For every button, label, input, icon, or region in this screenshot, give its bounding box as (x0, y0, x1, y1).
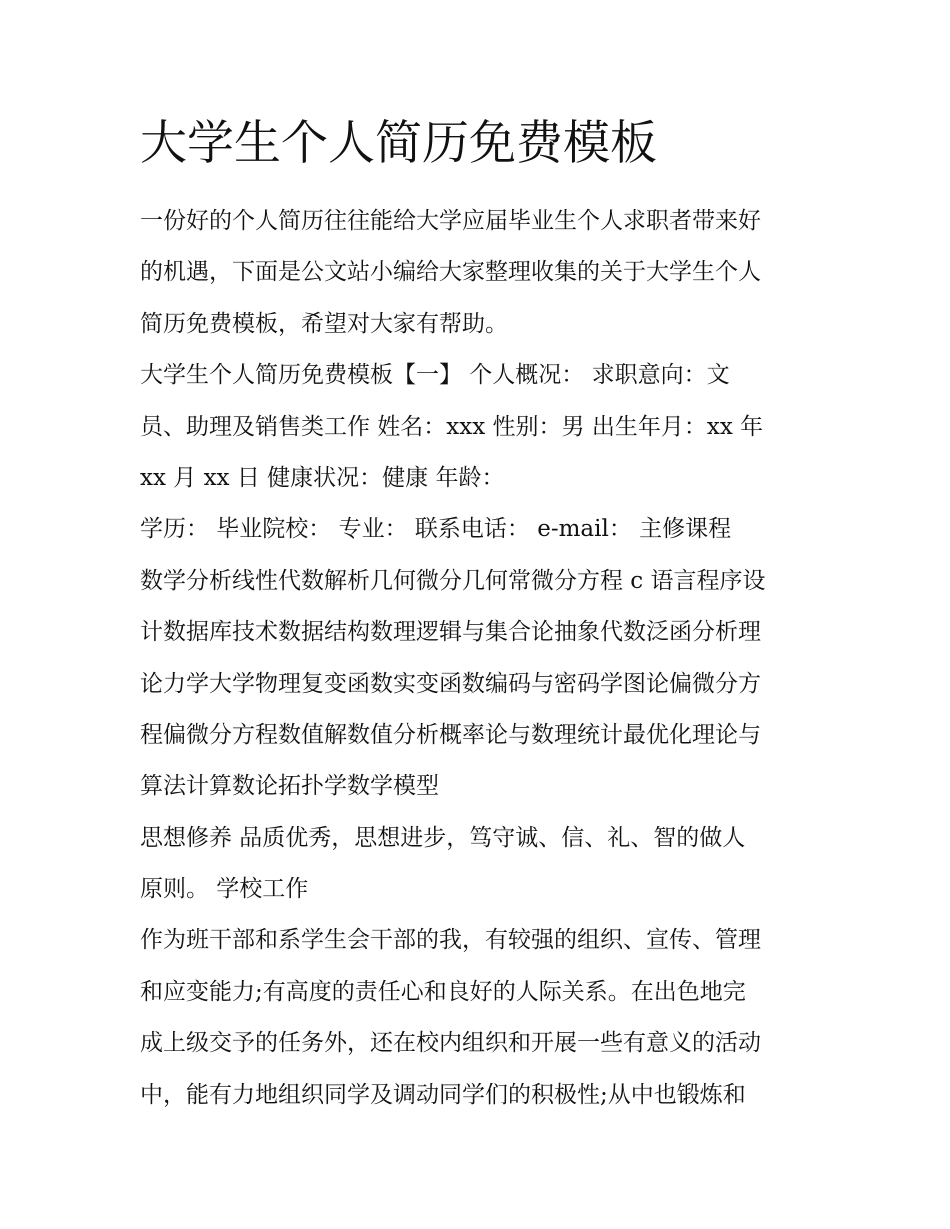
paragraph-line: 计数据库技术数据结构数理逻辑与集合论抽象代数泛函分析理 (140, 619, 761, 646)
paragraph-line: 算法计算数论拓扑学数学模型 (140, 773, 439, 800)
paragraph-line: 的机遇，下面是公文站小编给大家整理收集的关于大学生个人 (140, 259, 761, 286)
paragraph-line: 作为班干部和系学生会干部的我，有较强的组织、宣传、管理 (140, 927, 761, 954)
paragraph-line: 中，能有力地组织同学及调动同学们的积极性;从中也锻炼和 (140, 1081, 746, 1108)
paragraph-line: 论力学大学物理复变函数实变函数编码与密码学图论偏微分方 (140, 670, 761, 697)
document-body (140, 196, 812, 1121)
paragraph-line: 员、助理及销售类工作 姓名：xxx 性别：男 出生年月：xx 年 (140, 413, 764, 440)
paragraph-line: 成上级交予的任务外，还在校内组织和开展一些有意义的活动 (140, 1030, 761, 1057)
paragraph-line: 思想修养 品质优秀，思想进步，笃守诚、信、礼、智的做人 (140, 824, 746, 851)
paragraph-line: 简历免费模板，希望对大家有帮助。 (140, 310, 508, 337)
paragraph-line: 一份好的个人简历往往能给大学应届毕业生个人求职者带来好 (140, 208, 761, 234)
paragraph-line: xx 月 xx 日 健康状况：健康 年龄： (140, 464, 505, 491)
paragraph-line: 原则。 学校工作 (140, 876, 309, 903)
paragraph-line: 学历： 毕业院校： 专业： 联系电话： e-mail： 主修课程 (140, 516, 732, 543)
paragraph-line: 大学生个人简历免费模板【一】 个人概况： 求职意向：文 (140, 362, 730, 389)
paragraph-line: 数学分析线性代数解析几何微分几何常微分方程 c 语言程序设 (140, 567, 766, 594)
paragraph-line: 和应变能力;有高度的责任心和良好的人际关系。在出色地完 (140, 978, 746, 1005)
paragraph-line: 程偏微分方程数值解数值分析概率论与数理统计最优化理论与 (140, 721, 761, 748)
document-title: 大学生个人简历免费模板 (140, 116, 657, 171)
